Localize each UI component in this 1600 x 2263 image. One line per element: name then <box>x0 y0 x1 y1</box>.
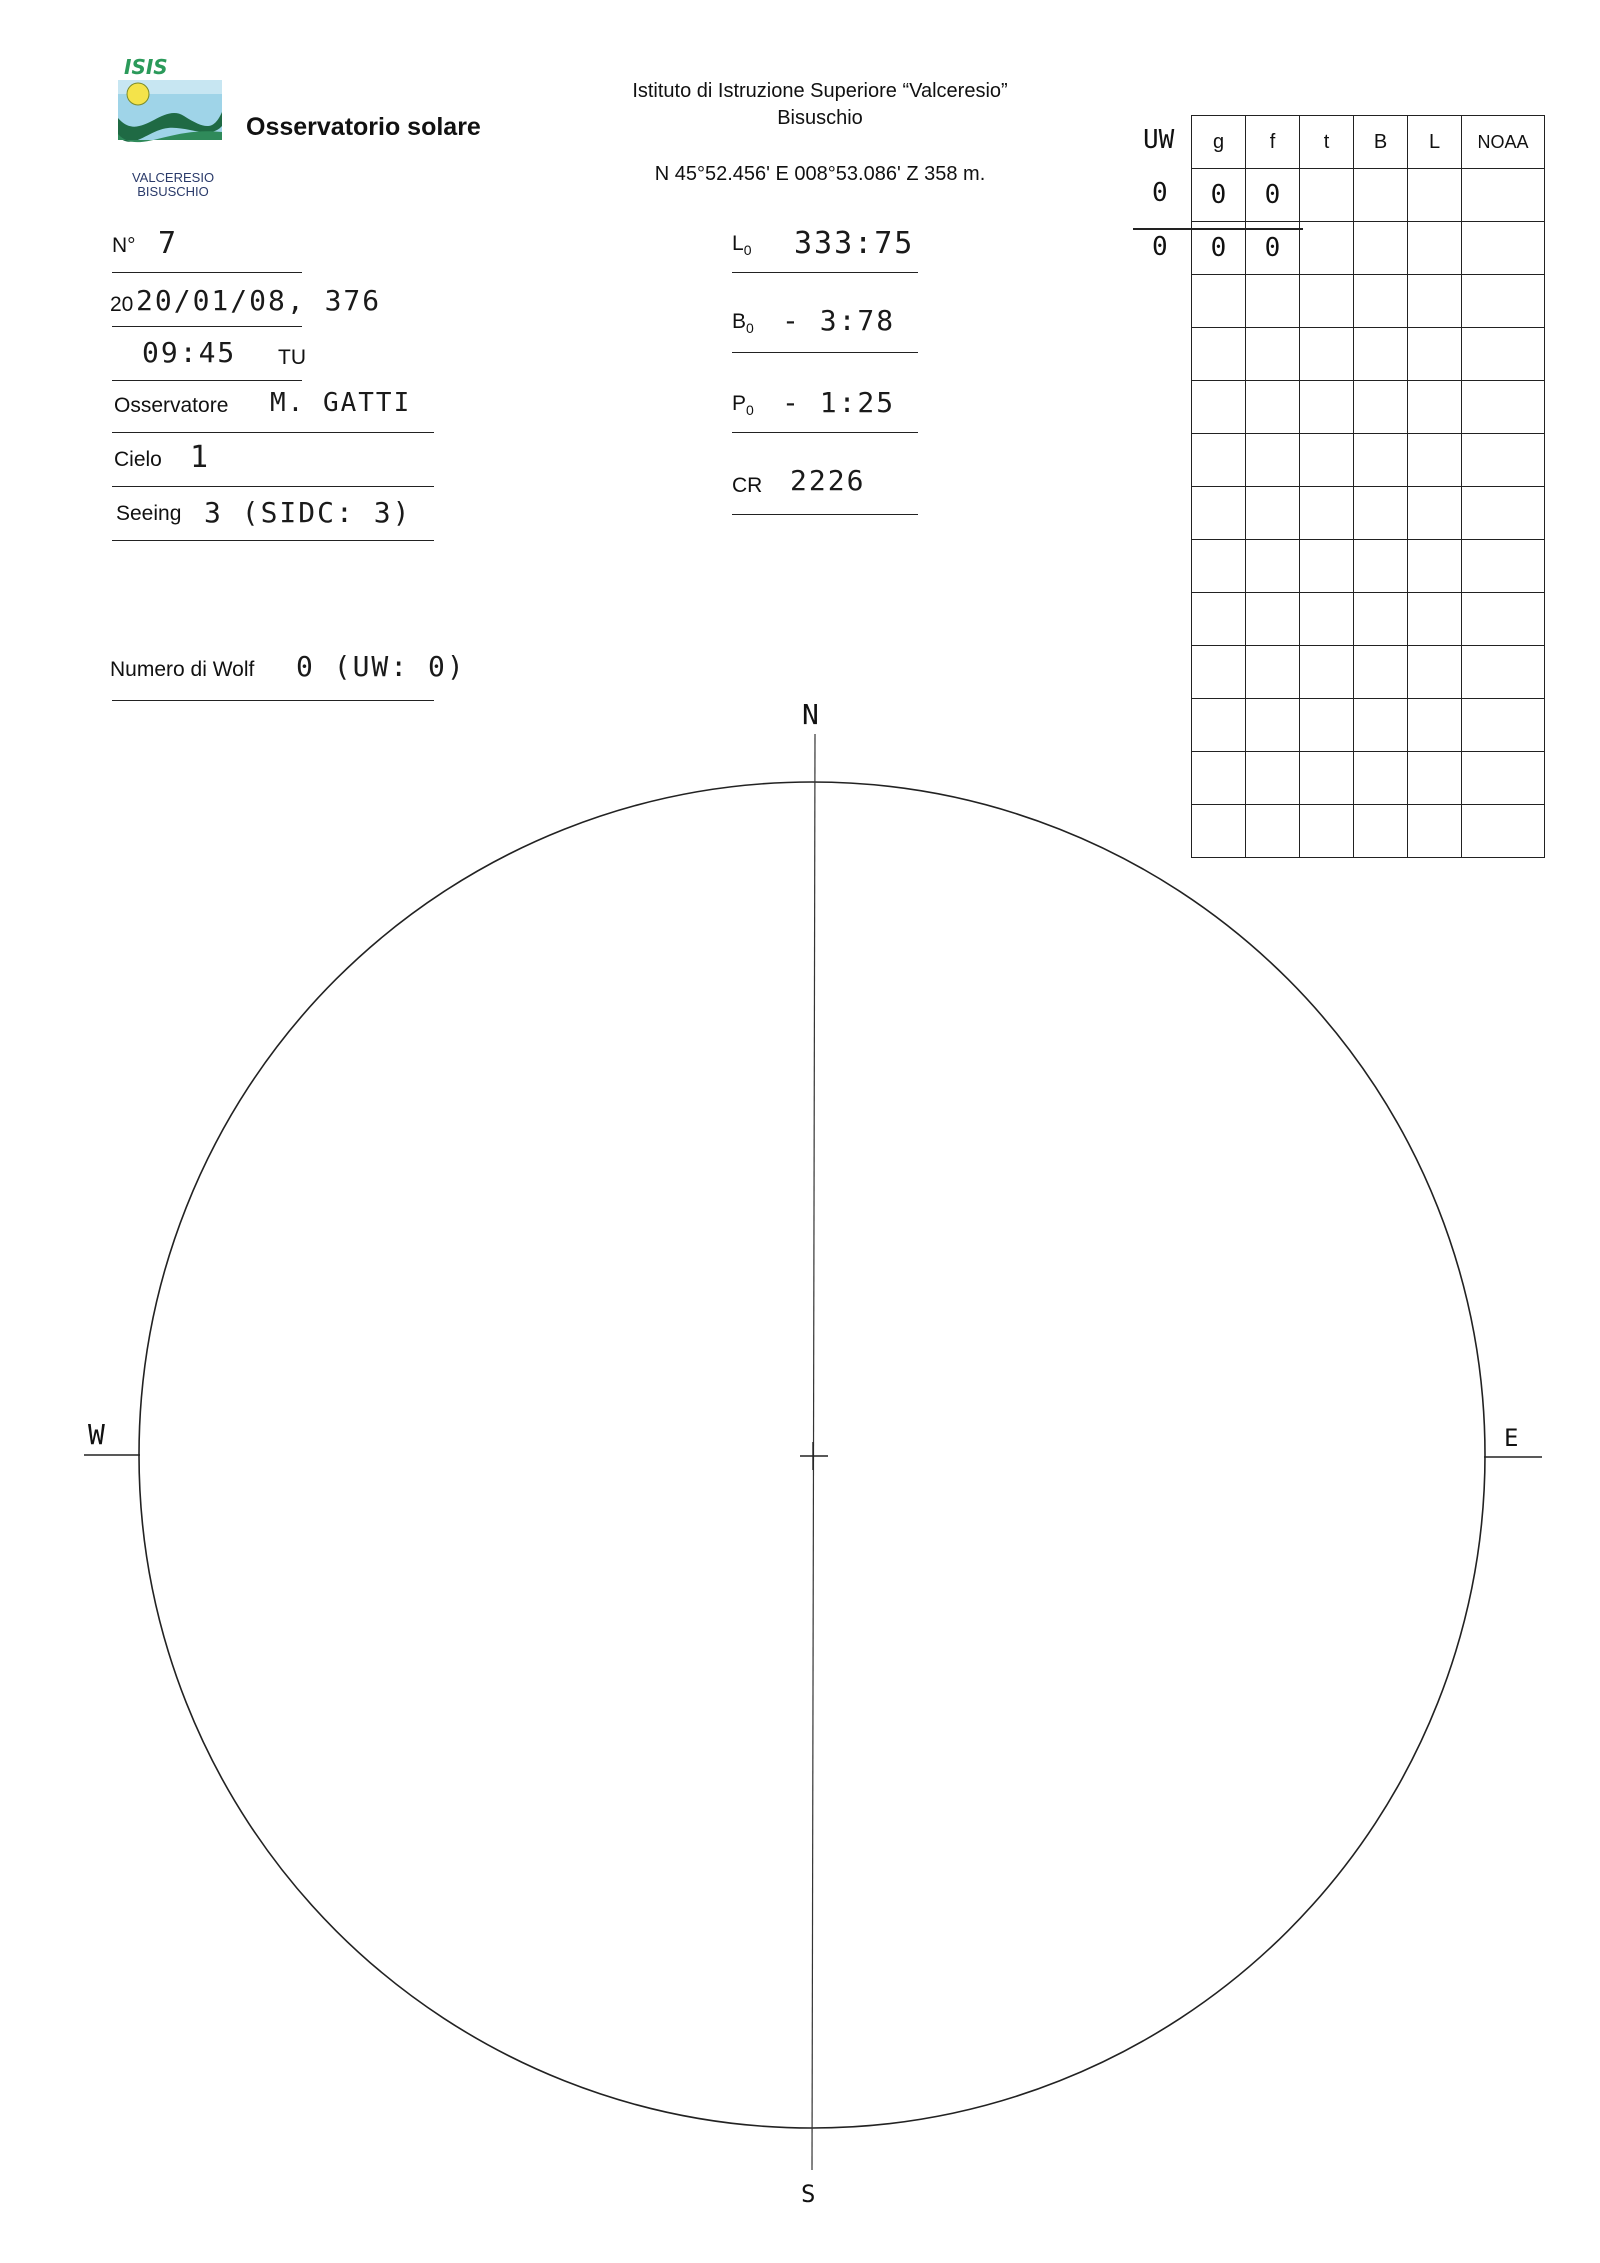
uw-value-2: 0 <box>1152 232 1168 262</box>
observatory-title: Osservatorio solare <box>246 113 481 141</box>
table-header-cell: f <box>1246 116 1300 169</box>
table-cell: 0 <box>1192 169 1246 222</box>
institute-name: Istituto di Istruzione Superiore “Valceresio” <box>632 80 1008 102</box>
logo-line-2: BISUSCHIO <box>137 184 209 199</box>
seeing-label: Seeing <box>116 502 182 525</box>
sky-value: 1 <box>190 440 211 475</box>
time-value: 09:45 <box>142 336 237 369</box>
cr-label: CR <box>732 474 763 497</box>
time-unit: TU <box>278 346 306 369</box>
number-value: 7 <box>158 226 179 261</box>
cr-value: 2226 <box>790 464 866 497</box>
table-header-cell: B <box>1354 116 1408 169</box>
p0-value: - 1:25 <box>782 386 896 419</box>
wolf-label: Numero di Wolf <box>110 658 255 681</box>
table-cell: 0 <box>1192 222 1246 275</box>
p0-label: $P_0$ <box>732 392 754 419</box>
logo-line-1: VALCERESIO <box>131 170 215 185</box>
table-header-cell: g <box>1192 116 1246 169</box>
observer-label: Osservatore <box>114 394 229 417</box>
table-header-cell: t <box>1300 116 1354 169</box>
table-cell: 0 <box>1246 222 1300 275</box>
table-cell: 0 <box>1246 169 1300 222</box>
date-value: 20/01/08, 376 <box>136 284 382 317</box>
uw-value-1: 0 <box>1152 178 1168 208</box>
compass-south: S <box>801 2180 816 2208</box>
seeing-value: 3 (SIDC: 3) <box>204 496 412 529</box>
uw-label: UW <box>1143 125 1175 155</box>
sky-label: Cielo <box>114 448 162 471</box>
observatory-coordinates: N 45°52.456' E 008°53.086' Z 358 m. <box>654 163 986 185</box>
table-header-cell: L <box>1408 116 1462 169</box>
date-prefix: 20 <box>110 293 134 316</box>
l0-label: $L_0$ <box>732 232 752 259</box>
l0-value: 333:75 <box>794 226 915 261</box>
wolf-value: 0 (UW: 0) <box>296 650 466 683</box>
table-header-cell: NOAA <box>1462 116 1545 169</box>
observer-value: M. GATTI <box>270 388 412 418</box>
b0-label: $B_0$ <box>732 310 754 337</box>
institute-town: Bisuschio <box>777 107 863 129</box>
compass-west: W <box>88 1418 105 1451</box>
b0-value: - 3:78 <box>782 304 896 337</box>
compass-east: E <box>1504 1424 1519 1452</box>
logo-top-text: ISIS <box>124 56 168 79</box>
number-label: N° <box>112 234 136 257</box>
compass-north: N <box>802 698 819 731</box>
